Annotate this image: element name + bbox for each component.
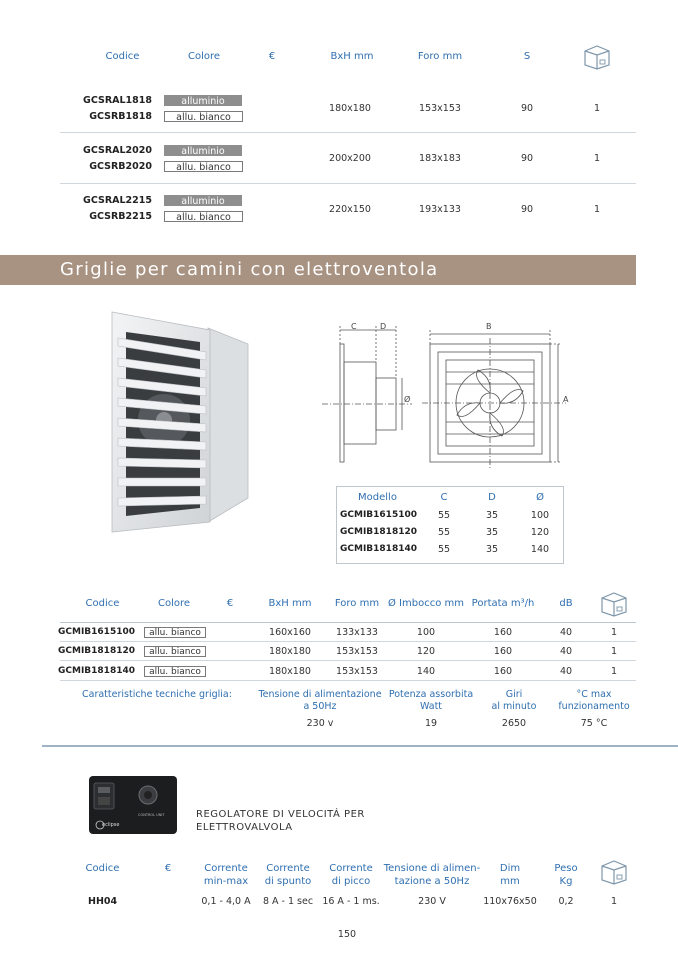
row-divider	[60, 660, 636, 661]
t2-row1-db: 40	[559, 627, 573, 638]
t2-header-foro: Foro mm	[334, 598, 380, 609]
t2-row3-code: GCMIB1818140	[58, 666, 135, 676]
t2-row2-code: GCMIB1818120	[58, 646, 135, 656]
t1-row3-qty: 1	[593, 204, 601, 215]
t1-row1-qty: 1	[593, 103, 601, 114]
dim-row3-c: 55	[437, 544, 451, 555]
t2-row2-qty: 1	[610, 646, 618, 657]
t2-row2-db: 40	[559, 646, 573, 657]
t1-row1-bxh: 180x180	[329, 103, 371, 114]
t1-row1-code-a: GCSRAL1818	[83, 95, 152, 106]
dim-row2-model: GCMIB1818120	[340, 527, 417, 537]
t1-row1-s: 90	[520, 103, 534, 114]
t2-header-db: dB	[559, 598, 573, 609]
t1-row2-qty: 1	[593, 153, 601, 164]
t2-row2-portata: 160	[493, 646, 513, 657]
t2-row2-foro: 153x153	[336, 646, 378, 657]
t3-header-dim-2: mm	[500, 876, 520, 887]
t2-row1-foro: 133x133	[336, 627, 378, 638]
specs-power: 19	[424, 718, 438, 729]
t3-row-peso: 0,2	[558, 896, 574, 907]
t2-row3-portata: 160	[493, 666, 513, 677]
t2-header-bxh: BxH mm	[268, 598, 312, 609]
t2-header-colore: Colore	[157, 598, 191, 609]
t1-row3-s: 90	[520, 204, 534, 215]
t1-row3-color-b: allu. bianco	[164, 211, 243, 222]
t3-header-tens-2: tazione a 50Hz	[394, 876, 470, 887]
t3-header-dim-1: Dim	[499, 863, 521, 874]
t2-header-codice: Codice	[85, 598, 120, 609]
t2-row1-bxh: 160x160	[269, 627, 311, 638]
specs-h-temp-1: °C max	[576, 689, 612, 700]
t2-header-euro: €	[226, 598, 234, 609]
t1-row2-foro: 183x183	[419, 153, 461, 164]
t1-row3-foro: 193x133	[419, 204, 461, 215]
specs-label: Caratteristiche tecniche griglia:	[82, 689, 232, 700]
row-divider	[60, 132, 636, 133]
t1-row2-color-b: allu. bianco	[164, 161, 243, 172]
t3-row-corr1: 0,1 - 4,0 A	[201, 896, 251, 907]
t3-header-corr3-1: Corrente	[329, 863, 373, 874]
t1-row2-code-a: GCSRAL2020	[83, 145, 152, 156]
specs-tension: 230 v	[306, 718, 334, 729]
product-grille-photo	[108, 308, 260, 534]
page-number: 150	[337, 929, 357, 940]
t3-header-tens-1: Tensione di alimen-	[383, 863, 481, 874]
t1-row2-color-a: alluminio	[164, 145, 242, 156]
section-divider	[42, 745, 678, 747]
drawing-label-c: C	[351, 322, 357, 331]
t1-header-euro: €	[268, 51, 276, 62]
t1-header-bxh: BxH mm	[330, 51, 374, 62]
dim-header-o: Ø	[536, 492, 544, 503]
dim-row1-c: 55	[437, 510, 451, 521]
t3-row-dim: 110x76x50	[483, 896, 537, 907]
t1-row1-code-b: GCSRB1818	[89, 111, 152, 122]
t2-row3-db: 40	[559, 666, 573, 677]
t2-row3-imbocco: 140	[416, 666, 436, 677]
specs-rpm: 2650	[501, 718, 527, 729]
technical-drawing	[322, 318, 572, 470]
row-divider	[60, 680, 636, 681]
t2-row1-code: GCMIB1615100	[58, 627, 135, 637]
t3-header-peso-1: Peso	[554, 863, 578, 874]
t1-row3-color-a: alluminio	[164, 195, 242, 206]
t3-header-corr3-2: di picco	[331, 876, 371, 887]
t3-header-corr1-1: Corrente	[204, 863, 248, 874]
t1-row2-code-b: GCSRB2020	[89, 161, 152, 172]
t3-header-corr2-1: Corrente	[266, 863, 310, 874]
section-title-banner: Griglie per camini con elettroventola	[0, 255, 636, 285]
t1-row1-color-b: allu. bianco	[164, 111, 243, 122]
t2-row3-color: allu. bianco	[144, 666, 206, 677]
t1-row1-foro: 153x153	[419, 103, 461, 114]
box-icon	[599, 858, 629, 886]
t3-header-corr2-2: di spunto	[264, 876, 312, 887]
t3-row-corr2: 8 A - 1 sec	[262, 896, 314, 907]
regulator-brand: eclipse	[102, 822, 120, 828]
row-divider	[60, 641, 636, 642]
t3-header-corr1-2: min-max	[203, 876, 249, 887]
dim-row1-model: GCMIB1615100	[340, 510, 417, 520]
t2-row2-color: allu. bianco	[144, 646, 206, 657]
t1-row1-color-a: alluminio	[164, 95, 242, 106]
t3-header-codice: Codice	[85, 863, 120, 874]
t3-row-tens: 230 V	[418, 896, 446, 907]
dim-header-modello: Modello	[358, 492, 397, 503]
box-icon	[599, 590, 629, 618]
dim-row2-d: 35	[485, 527, 499, 538]
row-divider	[60, 622, 636, 623]
t2-row2-imbocco: 120	[416, 646, 436, 657]
specs-h-tension-1: Tensione di alimentazione	[258, 689, 382, 700]
row-divider	[60, 183, 636, 184]
drawing-label-a: A	[563, 395, 569, 404]
specs-h-temp-2: funzionamento	[558, 701, 630, 712]
dim-row1-d: 35	[485, 510, 499, 521]
t2-row3-bxh: 180x180	[269, 666, 311, 677]
specs-h-rpm-2: al minuto	[491, 701, 537, 712]
t2-row3-foro: 153x153	[336, 666, 378, 677]
specs-h-power-1: Potenza assorbita	[388, 689, 474, 700]
specs-h-rpm-1: Giri	[505, 689, 523, 700]
t2-row1-qty: 1	[610, 627, 618, 638]
t2-row1-portata: 160	[493, 627, 513, 638]
dim-row2-o: 120	[530, 527, 550, 538]
t1-row3-code-b: GCSRB2215	[89, 211, 152, 222]
specs-h-power-2: Watt	[419, 701, 443, 712]
drawing-label-diameter: Ø	[404, 395, 411, 404]
t3-header-peso-2: Kg	[559, 876, 573, 887]
t2-header-imbocco: Ø Imbocco mm	[388, 598, 464, 609]
regulator-title-2: ELETTROVALVOLA	[196, 822, 293, 833]
t1-row3-bxh: 220x150	[329, 204, 371, 215]
specs-temp: 75 °C	[580, 718, 608, 729]
dim-row2-c: 55	[437, 527, 451, 538]
t2-row3-qty: 1	[610, 666, 618, 677]
t1-header-foro: Foro mm	[417, 51, 463, 62]
dim-row1-o: 100	[530, 510, 550, 521]
t1-header-s: S	[523, 51, 531, 62]
t2-row1-imbocco: 100	[416, 627, 436, 638]
t2-row2-bxh: 180x180	[269, 646, 311, 657]
t2-row1-color: allu. bianco	[144, 627, 206, 638]
dim-row3-o: 140	[530, 544, 550, 555]
t1-row2-s: 90	[520, 153, 534, 164]
t3-row-code: HH04	[88, 896, 118, 907]
regulator-title-1: REGOLATORE DI VELOCITÁ PER	[196, 809, 365, 820]
drawing-label-d: D	[380, 322, 387, 331]
t1-header-codice: Codice	[105, 51, 140, 62]
dim-row3-model: GCMIB1818140	[340, 544, 417, 554]
t1-row3-code-a: GCSRAL2215	[83, 195, 152, 206]
t3-row-qty: 1	[610, 896, 618, 907]
t1-row2-bxh: 200x200	[329, 153, 371, 164]
dim-header-d: D	[488, 492, 496, 503]
regulator-panel-label: CONTROL UNIT	[138, 813, 165, 817]
t3-row-corr3: 16 A - 1 ms.	[322, 896, 380, 907]
dim-header-c: C	[440, 492, 448, 503]
t2-header-portata: Portata m³/h	[471, 598, 535, 609]
box-icon	[582, 43, 612, 71]
t1-header-colore: Colore	[187, 51, 221, 62]
specs-h-tension-2: a 50Hz	[303, 701, 337, 712]
drawing-label-b: B	[486, 322, 492, 331]
dim-row3-d: 35	[485, 544, 499, 555]
t3-header-euro: €	[164, 863, 172, 874]
